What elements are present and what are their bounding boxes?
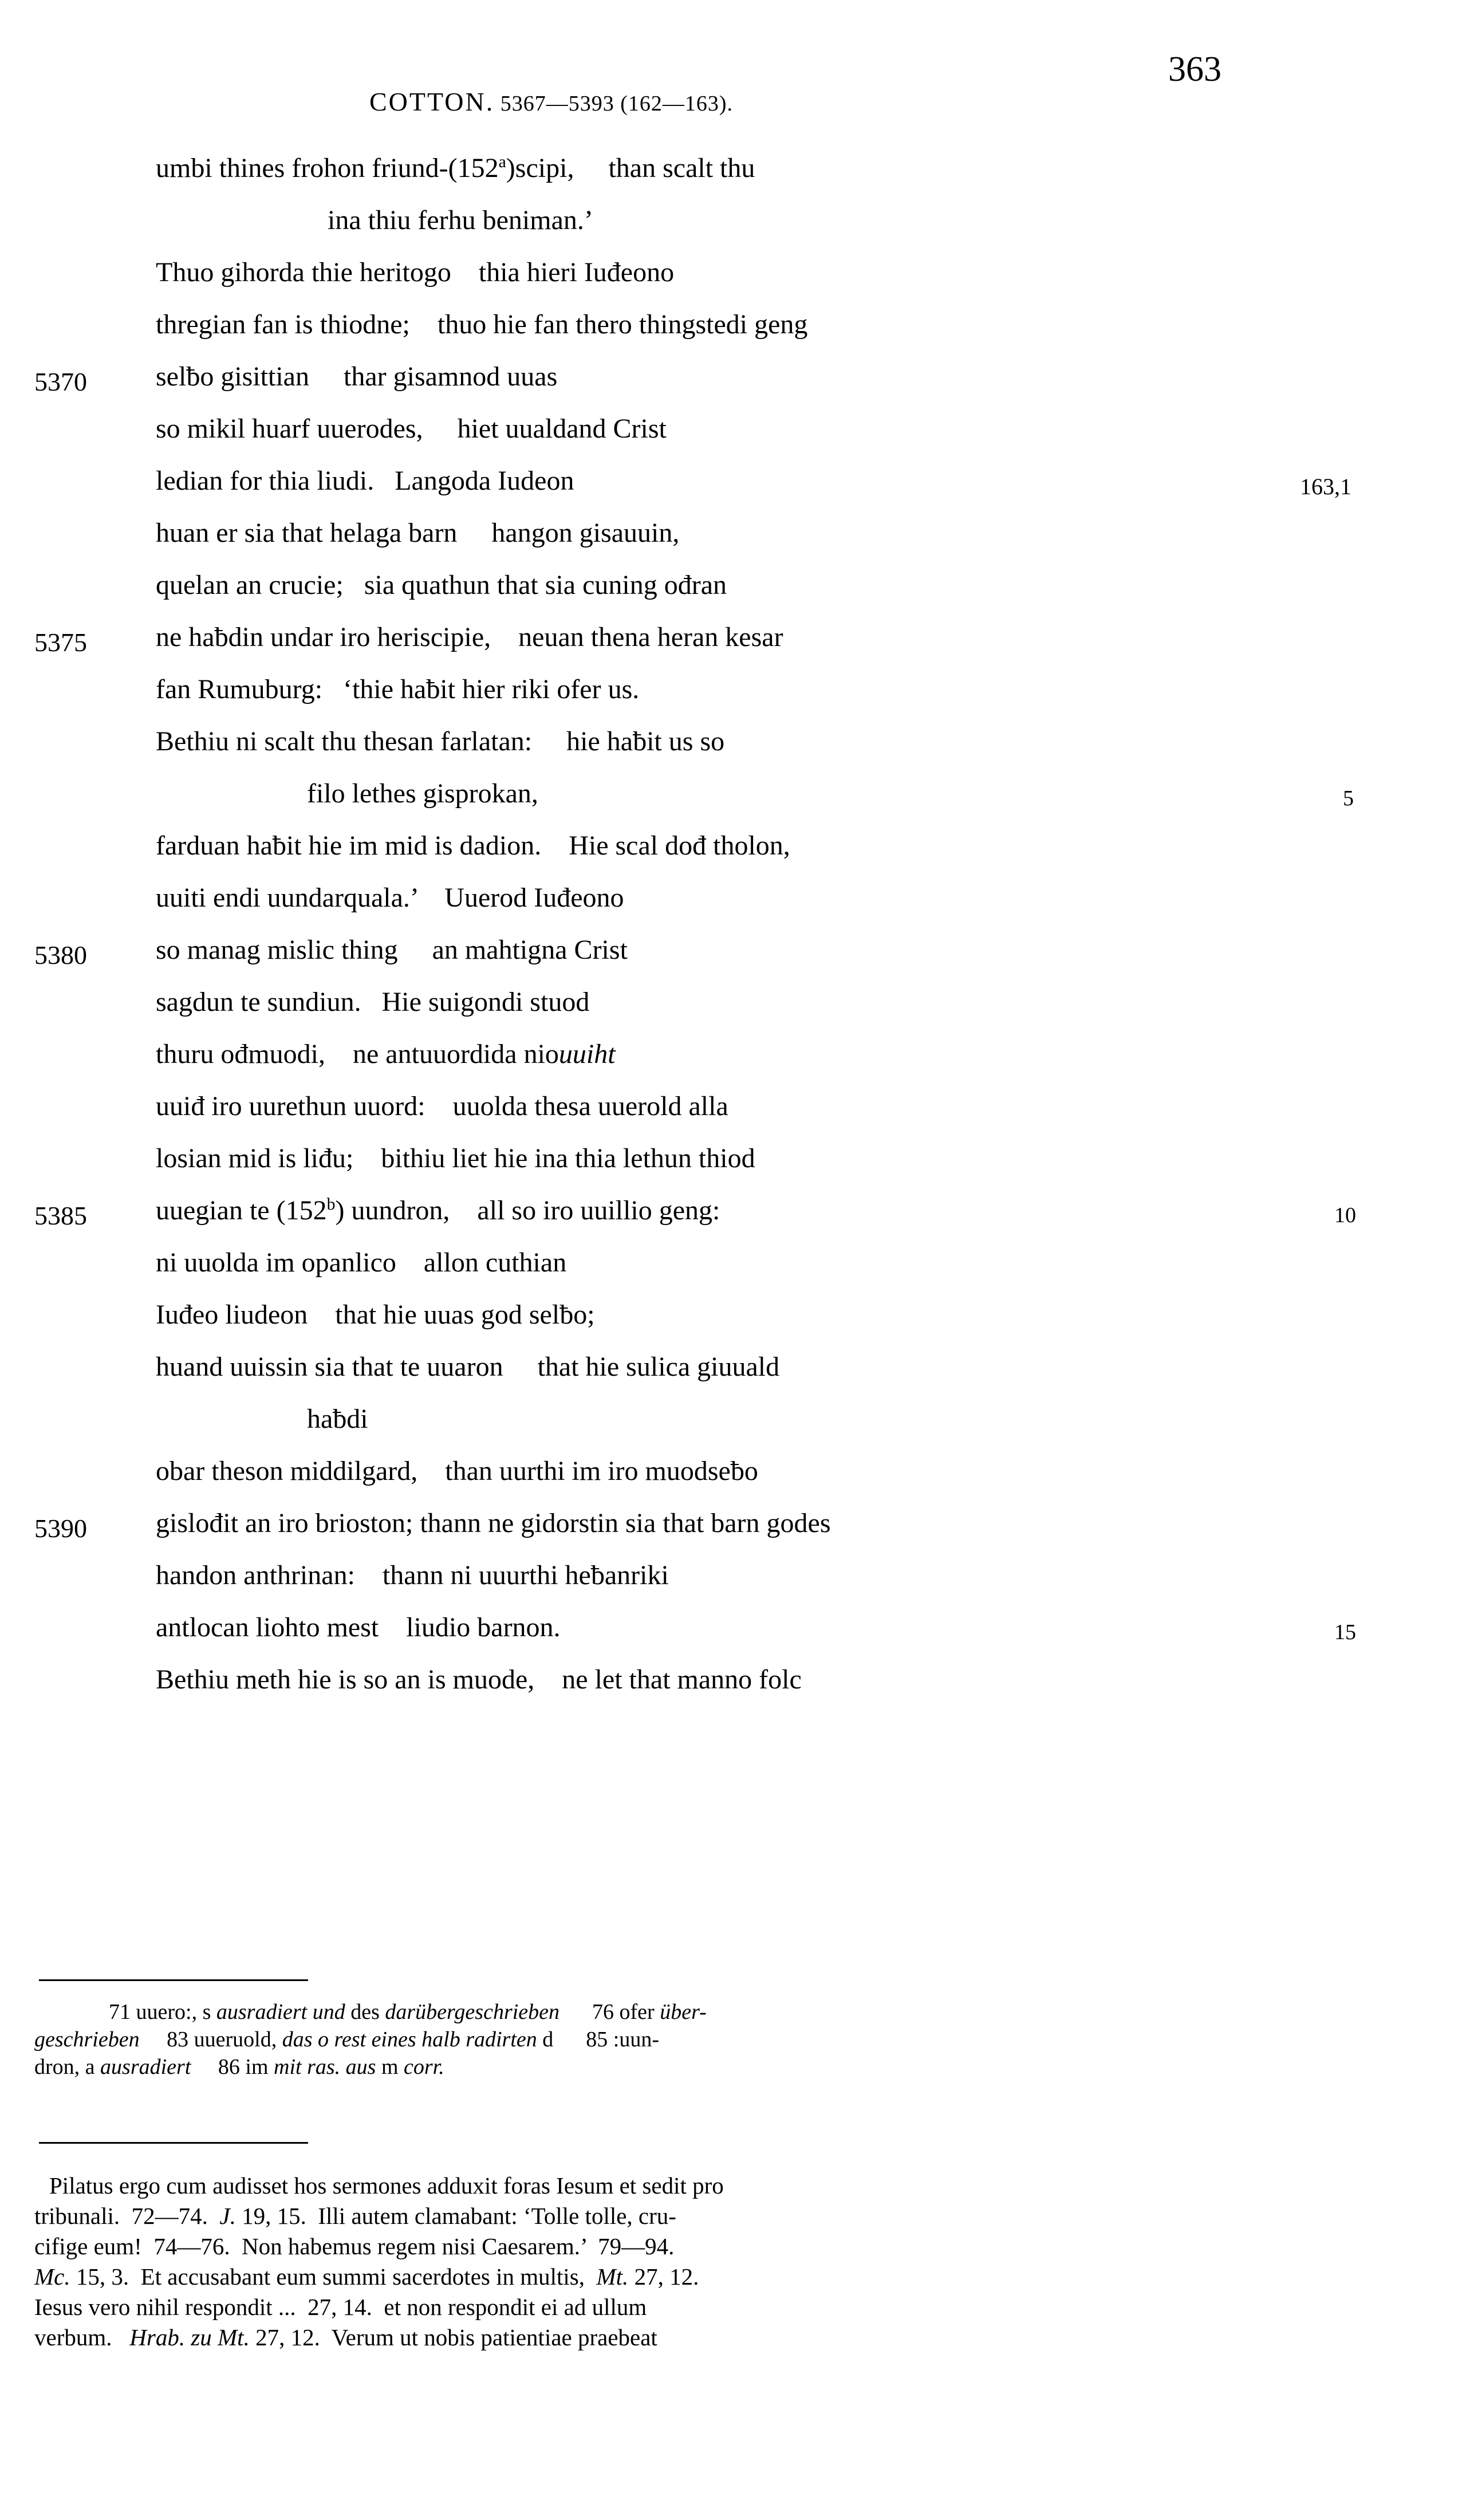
latin-note-run: 19, 15. Illi autem clamabant: ‘Tolle tolle, cru-	[235, 2203, 676, 2229]
verse-line-text: huan er sia that helaga barn hangon gisauuin,	[156, 518, 680, 548]
verse-line	[0, 1197, 1466, 1249]
verse-line	[0, 1510, 1466, 1562]
apparatus-run: d	[542, 2027, 554, 2052]
verse-line	[0, 415, 1466, 467]
verse-line-text: thregian fan is thiodne; thuo hie fan thero thingstedi geng	[156, 309, 808, 340]
verse-line	[0, 1458, 1466, 1510]
latin-note-run: Mt.	[596, 2263, 629, 2290]
verse-line-text: ina thiu ferhu beniman.’	[156, 205, 593, 235]
verse-line-text: uuegian te (152$^b$) uundron, all so iro uuillio geng:	[156, 1195, 720, 1226]
apparatus-line	[34, 2026, 1432, 2054]
running-head	[0, 50, 1466, 116]
verse-line-text: obar theson middilgard, than uurthi im iro muodseƀo	[156, 1456, 758, 1486]
apparatus-run: ausradiert	[100, 2055, 191, 2079]
verse-margin-number: 15	[1334, 1620, 1356, 1644]
latin-note-line	[34, 2292, 1432, 2322]
latin-note-run: tribunali. 72—74.	[34, 2203, 220, 2229]
verse-line-text: Bethiu meth hie is so an is muode, ne let that manno folc	[156, 1664, 802, 1695]
apparatus-run: 76 ofer	[559, 2000, 660, 2024]
verse-line-number: 5370	[34, 367, 87, 396]
verse-line-text: handon anthrinan: thann ni uuurthi heƀanriki	[156, 1560, 669, 1590]
apparatus-run: geschrieben	[34, 2027, 140, 2052]
verse-line	[0, 311, 1466, 363]
apparatus-run: das o rest eines halb radirten	[282, 2027, 543, 2052]
verse-line	[0, 1405, 1466, 1458]
critical-apparatus	[34, 1999, 1432, 2081]
verse-line-text: so manag mislic thing an mahtigna Crist	[156, 935, 628, 965]
verse-line	[0, 1666, 1466, 1718]
verse-line	[0, 1353, 1466, 1405]
latin-note-run: verbum.	[34, 2324, 130, 2350]
verse-line	[0, 1562, 1466, 1614]
verse-line	[0, 728, 1466, 780]
latin-note-line	[34, 2201, 1432, 2231]
latin-source-note	[34, 2171, 1432, 2353]
verse-margin-number: 163,1	[1300, 474, 1351, 499]
verse-line-text: Bethiu ni scalt thu thesan farlatan: hie haƀit us so	[156, 726, 725, 757]
verse-line	[0, 1093, 1466, 1145]
latin-note-divider-rule	[39, 2142, 308, 2144]
apparatus-run: 71 uuero:, s	[109, 2000, 216, 2024]
verse-line-text: quelan an crucie; sia quathun that sia cuning ođran	[156, 570, 727, 600]
verse-line	[0, 832, 1466, 884]
apparatus-run: 83 uueruold,	[139, 2027, 282, 2052]
verse-line-text: haƀdi	[156, 1404, 368, 1434]
verse-line	[0, 467, 1466, 519]
verse-line-text: farduan haƀit hie im mid is dadion. Hie scal dođ tholon,	[156, 830, 790, 861]
apparatus-run: darübergeschrieben	[385, 2000, 560, 2024]
apparatus-run: dron, a	[34, 2055, 101, 2079]
verse-line-text: antlocan liohto mest liudio barnon.	[156, 1612, 561, 1643]
verse-line-number: 5385	[34, 1201, 87, 1230]
verse-line-text: ni uuolda im opanlico allon cuthian	[156, 1247, 567, 1278]
verse-line	[0, 1041, 1466, 1093]
apparatus-run: 86 im	[191, 2055, 274, 2079]
apparatus-run: corr.	[404, 2055, 444, 2079]
verse-line	[0, 572, 1466, 624]
verse-line	[0, 519, 1466, 572]
verse-line	[0, 1301, 1466, 1353]
apparatus-line	[34, 1999, 1432, 2026]
apparatus-run: 85 :uun-	[553, 2027, 659, 2052]
verse-line-text: huand uuissin sia that te uuaron that hie sulica giuuald	[156, 1352, 780, 1382]
verse-line-text: Iuđeo liudeon that hie uuas god selƀo;	[156, 1300, 595, 1330]
latin-note-run: Iesus vero nihil respondit ... 27, 14. et non respondit ei ad ullum	[34, 2294, 647, 2320]
latin-note-run: 27, 12. Verum ut nobis patientiae praebeat	[249, 2324, 657, 2350]
apparatus-line	[34, 2054, 1432, 2081]
latin-note-line	[34, 2262, 1432, 2292]
verse-line-text: uuiđ iro uurethun uuord: uuolda thesa uuerold alla	[156, 1091, 728, 1121]
verse-line	[0, 624, 1466, 676]
latin-note-run: Hrab. zu Mt.	[129, 2324, 250, 2350]
latin-note-run: Mc.	[34, 2263, 70, 2290]
verse-line	[0, 1614, 1466, 1666]
verse-line	[0, 259, 1466, 311]
verse-margin-number: 10	[1334, 1203, 1356, 1227]
latin-note-run: J.	[219, 2203, 236, 2229]
apparatus-run: des	[350, 2000, 385, 2024]
latin-note-run: Pilatus ergo cum audisset hos sermones adduxit foras Iesum et sedit pro	[49, 2172, 724, 2199]
verse-line-text: selƀo gisittian thar gisamnod uuas	[156, 361, 558, 392]
verse-body	[0, 152, 1466, 1718]
verse-line-text: gislođit an iro brioston; thann ne gidorstin sia that barn godes	[156, 1508, 831, 1538]
verse-line	[0, 780, 1466, 832]
latin-note-line	[34, 2171, 1432, 2201]
page-number: 363	[1168, 50, 1221, 89]
verse-line-text: sagdun te sundiun. Hie suigondi stuod	[156, 987, 590, 1017]
verse-line-text: ne haƀdin undar iro heriscipie, neuan thena heran kesar	[156, 622, 783, 652]
verse-margin-number: 5	[1343, 786, 1354, 810]
verse-line-text: Thuo gihorda thie heritogo thia hieri Iuđeono	[156, 257, 675, 288]
verse-line-text: thuru ođmuodi, ne antuuordida niouuiht	[156, 1039, 616, 1069]
verse-line	[0, 1249, 1466, 1301]
latin-note-line	[34, 2231, 1432, 2262]
verse-line-text: filo lethes gisprokan,	[156, 778, 538, 809]
verse-line-text: fan Rumuburg: ‘thie haƀit hier riki ofer us.	[156, 674, 640, 704]
verse-line	[0, 884, 1466, 936]
running-head-work: COTTON.	[369, 87, 495, 116]
latin-note-run: 15, 3. Et accusabant eum summi sacerdotes in multis,	[70, 2263, 597, 2290]
verse-line	[0, 936, 1466, 989]
apparatus-run: mit ras. aus	[274, 2055, 381, 2079]
verse-line-text: ledian for thia liudi. Langoda Iudeon	[156, 466, 574, 496]
latin-note-run: cifige eum! 74—76. Non habemus regem nisi Caesarem.’ 79—94.	[34, 2233, 675, 2259]
verse-line-number: 5390	[34, 1514, 87, 1543]
verse-line-text: uuiti endi uundarquala.’ Uuerod Iuđeono	[156, 883, 624, 913]
verse-line-number: 5380	[34, 940, 87, 970]
verse-line-text: losian mid is liđu; bithiu liet hie ina thia lethun thiod	[156, 1143, 755, 1174]
apparatus-run: m	[381, 2055, 404, 2079]
verse-line	[0, 152, 1466, 207]
latin-note-run: 27, 12.	[628, 2263, 699, 2290]
latin-note-line	[34, 2322, 1432, 2353]
apparatus-run: ausradiert und	[216, 2000, 351, 2024]
verse-line-text: so mikil huarf uuerodes, hiet uualdand Crist	[156, 414, 667, 444]
verse-line	[0, 207, 1466, 259]
verse-line-number: 5375	[34, 628, 87, 657]
running-head-title	[326, 56, 733, 147]
verse-line	[0, 363, 1466, 415]
verse-line-text: umbi thines frohon friund-(152$^a$)scipi, than scalt thu	[156, 152, 755, 183]
apparatus-run: über-	[660, 2000, 707, 2024]
apparatus-divider-rule	[39, 1979, 308, 1981]
verse-line	[0, 989, 1466, 1041]
verse-line	[0, 1145, 1466, 1197]
running-head-range: 5367—5393 (162—163).	[494, 92, 734, 116]
verse-line	[0, 676, 1466, 728]
